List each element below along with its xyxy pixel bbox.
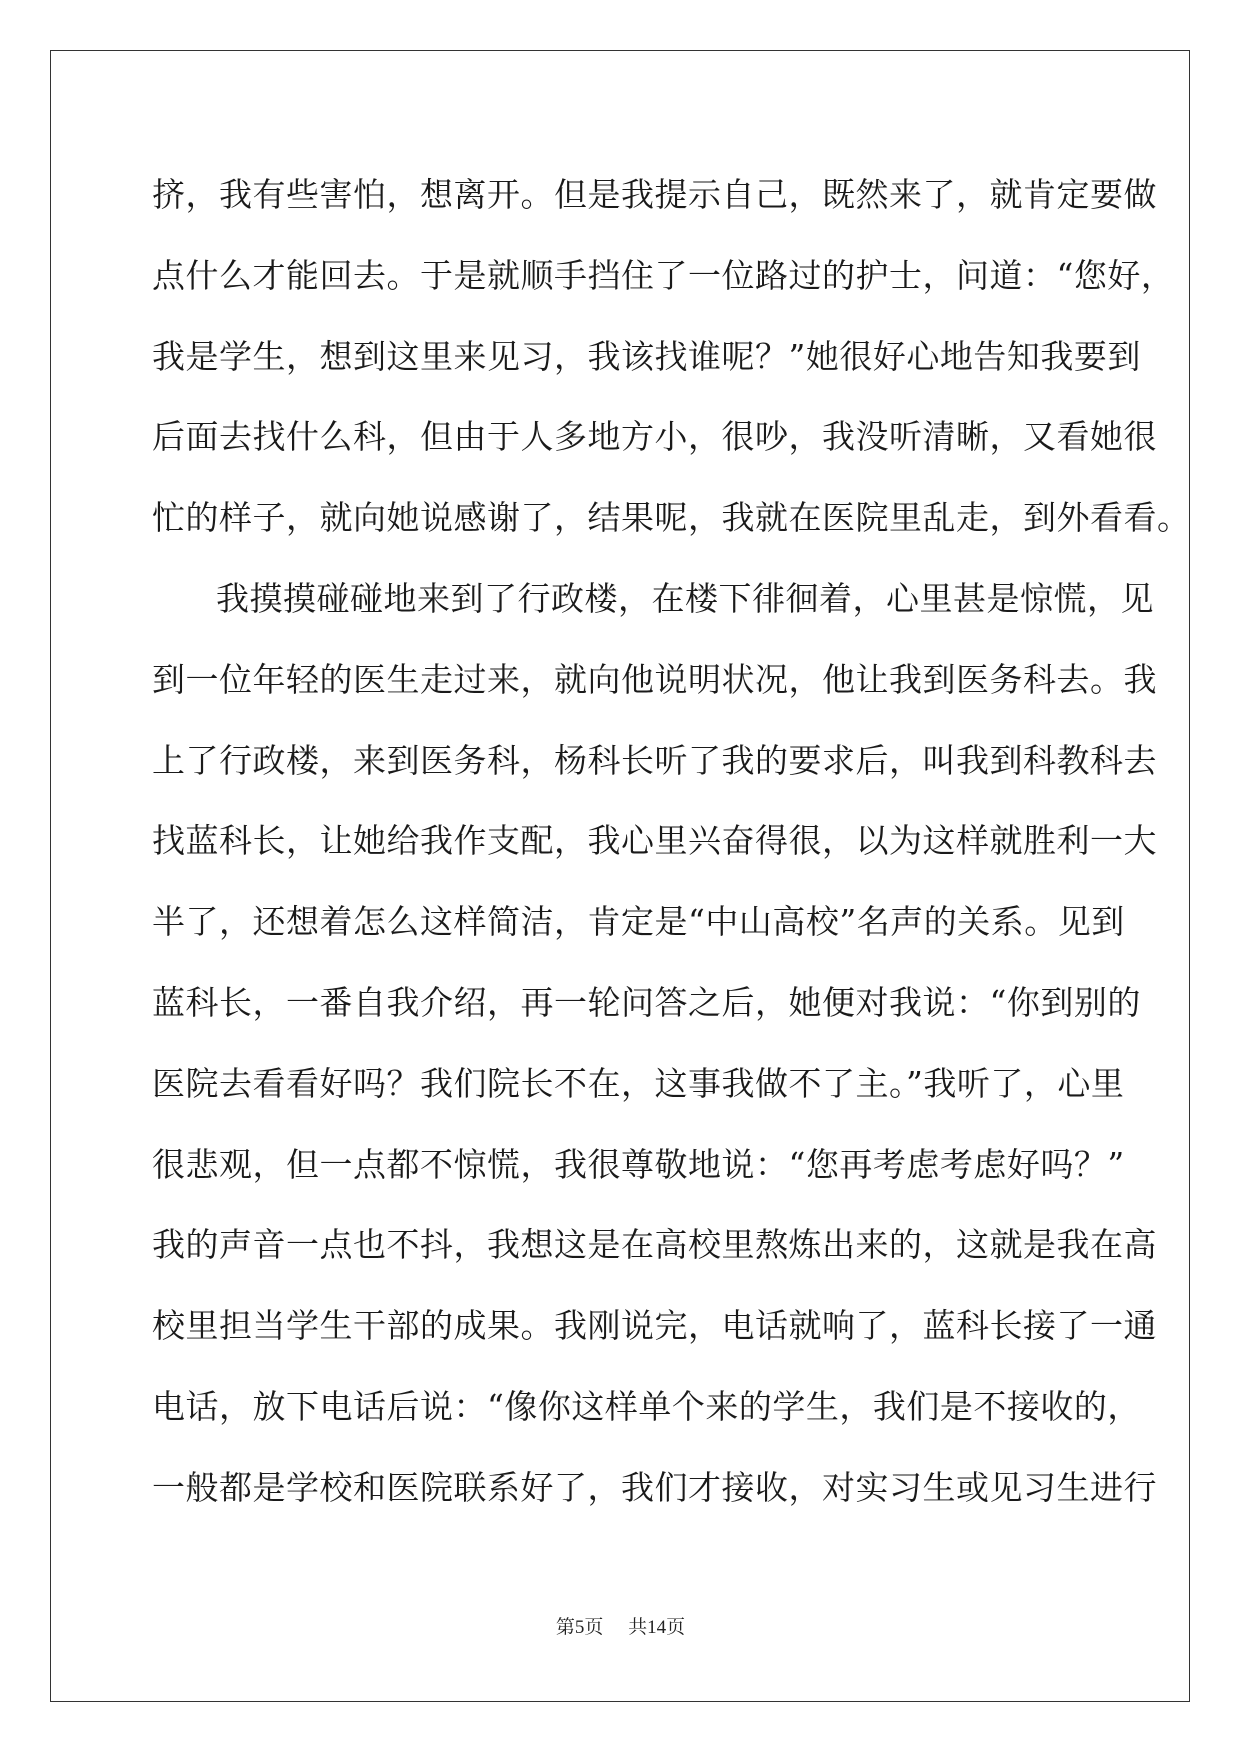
text-line: 医院去看看好吗？我们院长不在，这事我做不了主。”我听了，心里	[152, 1063, 1125, 1103]
text-line: 上了行政楼，来到医务科，杨科长听了我的要求后，叫我到科教科去	[152, 740, 1157, 780]
text-line: 蓝科长，一番自我介绍，再一轮问答之后，她便对我说：“你到别的	[152, 982, 1141, 1022]
text-line: 很悲观，但一点都不惊慌，我很尊敬地说：“您再考虑考虑好吗？”	[152, 1144, 1125, 1184]
text-line: 校里担当学生干部的成果。我刚说完，电话就响了，蓝科长接了一通	[152, 1306, 1157, 1346]
text-line: 挤，我有些害怕，想离开。但是我提示自己，既然来了，就肯定要做	[152, 175, 1157, 214]
text-line: 电话，放下电话后说：“像你这样单个来的学生，我们是不接收的，	[152, 1386, 1141, 1426]
text-line: 点什么才能回去。于是就顺手挡住了一位路过的护士，问道：“您好，	[152, 255, 1175, 295]
page-total: 共14页	[628, 1617, 686, 1638]
document-body	[152, 165, 1191, 1539]
text-line: 到一位年轻的医生走过来，就向他说明状况，他让我到医务科去。我	[152, 659, 1157, 699]
page-number: 第5页	[555, 1617, 604, 1638]
text-line: 我是学生，想到这里来见习，我该找谁呢？”她很好心地告知我要到	[152, 336, 1141, 376]
text-line: 一般都是学校和医院联系好了，我们才接收，对实习生或见习生进行	[152, 1467, 1157, 1507]
text-line: 后面去找什么科，但由于人多地方小，很吵，我没听清晰，又看她很	[152, 417, 1157, 457]
paragraph-first-line: 我摸摸碰碰地来到了行政楼，在楼下徘徊着，心里甚是惊慌，见	[216, 578, 1154, 618]
text-line: 半了，还想着怎么这样简洁，肯定是“中山高校”名声的关系。见到	[152, 902, 1125, 942]
text-line: 我的声音一点也不抖，我想这是在高校里熬炼出来的，这就是我在高	[152, 1225, 1157, 1265]
text-line: 忙的样子，就向她说感谢了，结果呢，我就在医院里乱走，到外看看。	[152, 498, 1191, 538]
page-footer	[0, 1612, 1241, 1639]
text-line: 找蓝科长，让她给我作支配，我心里兴奋得很，以为这样就胜利一大	[152, 821, 1157, 861]
